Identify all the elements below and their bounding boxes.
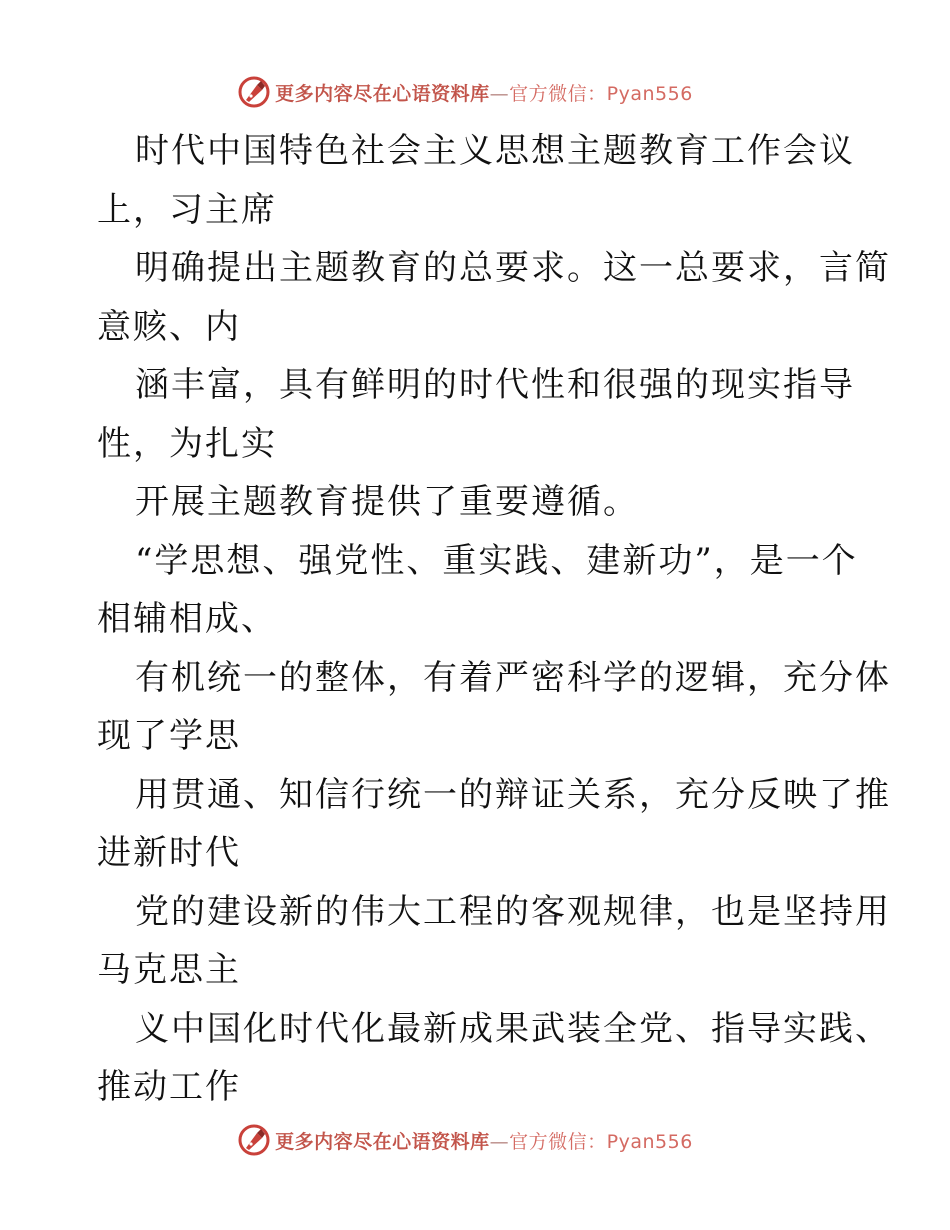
pen-nib-logo-icon xyxy=(237,1123,271,1157)
text-line: 进新时代 xyxy=(97,833,241,873)
text-line: 义中国化时代化最新成果武装全党、指导实践、 xyxy=(135,1008,891,1049)
text-line: 有机统一的整体，有着严密科学的逻辑，充分体 xyxy=(135,657,891,698)
text-line: 性，为扎实 xyxy=(97,423,277,464)
text-line: 明确提出主题教育的总要求。这一总要求，言简 xyxy=(135,248,891,288)
text-line: 用贯通、知信行统一的辩证关系，充分反映了推 xyxy=(135,774,891,815)
footer-watermark-banner xyxy=(0,1120,950,1160)
text-line: “学思想、强党性、重实践、建新功”，是一个 xyxy=(135,540,858,581)
text-line: 意赅、内 xyxy=(97,306,241,347)
header-separator: — xyxy=(489,82,510,105)
text-line: 推动工作 xyxy=(97,1067,241,1107)
text-line: 涵丰富，具有鲜明的时代性和很强的现实指导 xyxy=(135,365,855,405)
text-line: 党的建设新的伟大工程的客观规律，也是坚持用 xyxy=(135,891,891,932)
footer-brand-text: 更多内容尽在心语资料库 xyxy=(275,1130,490,1153)
pen-nib-logo-icon xyxy=(237,75,271,109)
header-brand-text: 更多内容尽在心语资料库 xyxy=(275,82,490,105)
header-watermark-text xyxy=(275,79,693,106)
footer-contact-text: 官方微信：Pyan556 xyxy=(509,1130,693,1153)
text-line: 相辅相成、 xyxy=(97,599,277,639)
text-line: 马克思主 xyxy=(97,950,241,990)
header-watermark xyxy=(237,75,693,109)
text-line: 现了学思 xyxy=(97,716,241,756)
footer-watermark-text xyxy=(275,1127,693,1154)
footer-separator: — xyxy=(489,1130,510,1153)
text-line: 时代中国特色社会主义思想主题教育工作会议 xyxy=(135,131,855,171)
text-line: 开展主题教育提供了重要遵循。 xyxy=(135,482,639,522)
text-line: 上，习主席 xyxy=(97,189,277,230)
footer-watermark xyxy=(237,1123,693,1157)
document-body xyxy=(97,122,891,1117)
header-contact-text: 官方微信：Pyan556 xyxy=(509,82,693,105)
header-watermark-banner xyxy=(0,72,950,112)
